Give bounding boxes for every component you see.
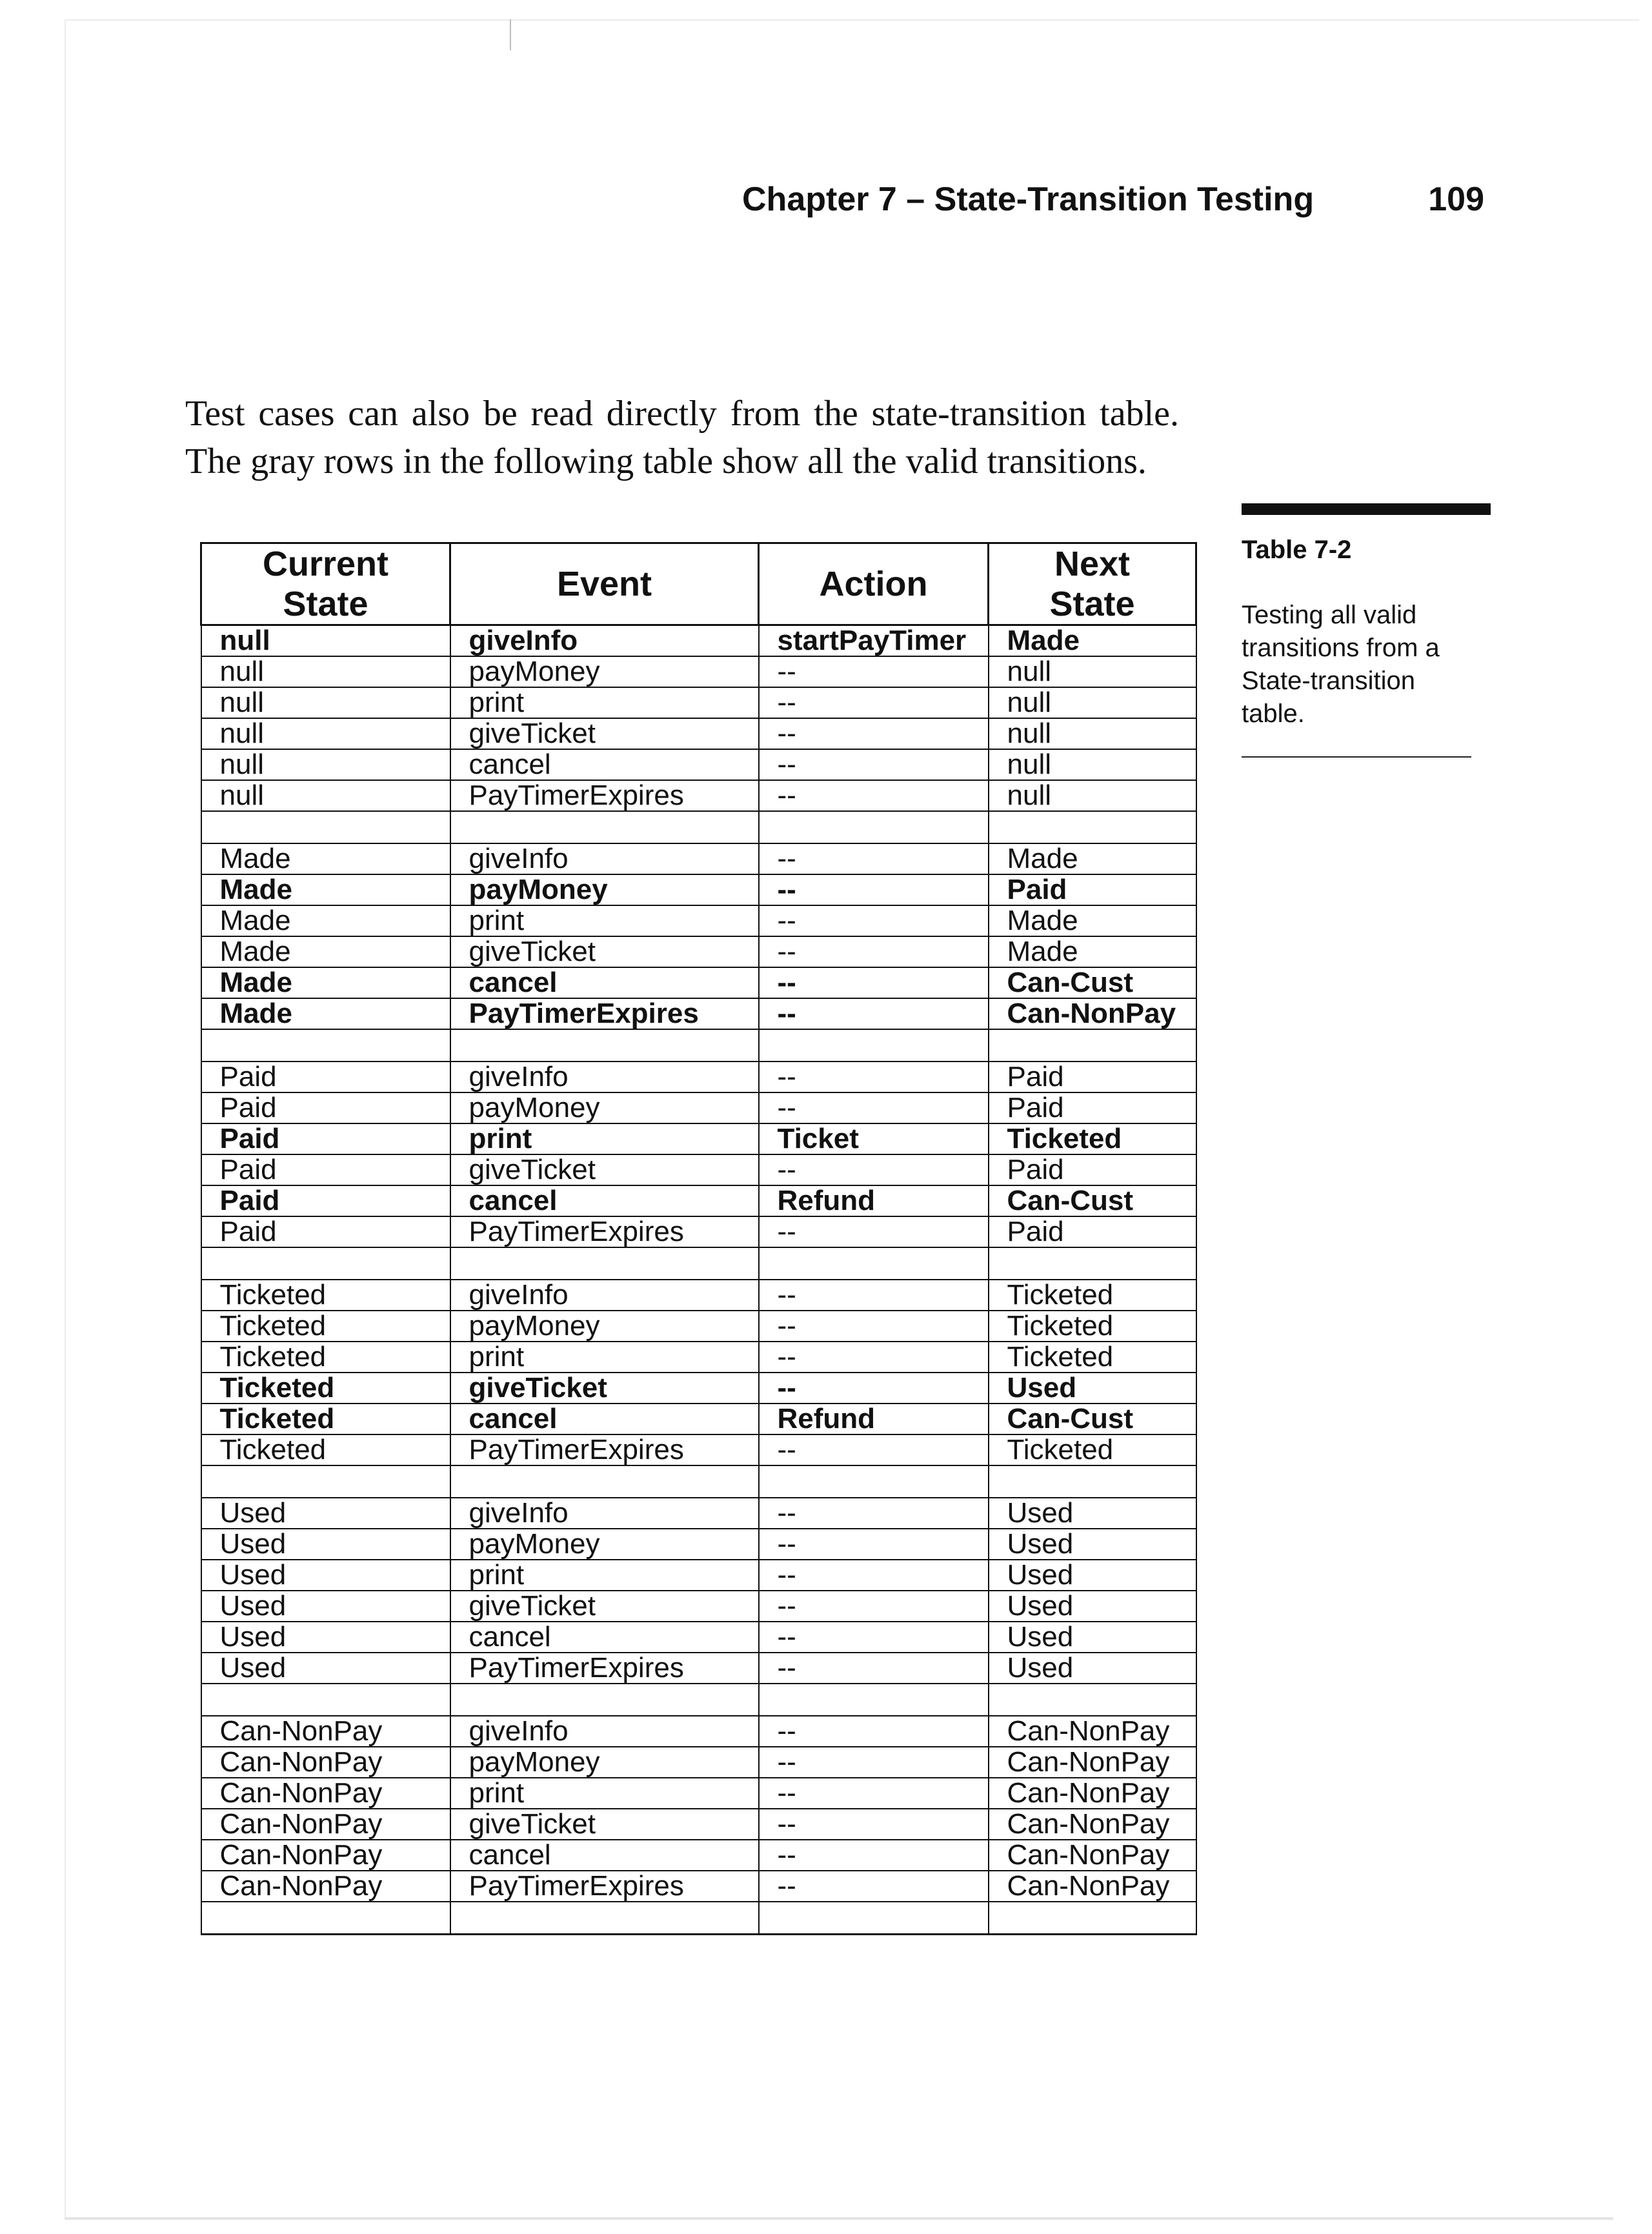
cell-action: --: [759, 967, 989, 998]
empty-cell: [989, 1902, 1196, 1935]
cell-next-state: Ticketed: [989, 1311, 1196, 1342]
table-row: [201, 1591, 1196, 1622]
empty-cell: [450, 1465, 759, 1498]
table-row: [201, 843, 1196, 874]
cell-action: --: [759, 1871, 989, 1902]
table-label: Table 7-2: [1242, 536, 1352, 564]
cell-current-state: Paid: [201, 1123, 450, 1154]
cell-current-state: Made: [201, 905, 450, 936]
table-row: [201, 1871, 1196, 1902]
cell-action: --: [759, 780, 989, 811]
cell-next-state: Made: [989, 843, 1196, 874]
cell-event: giveInfo: [450, 1062, 759, 1092]
cell-event: payMoney: [450, 1311, 759, 1342]
cell-current-state: Can-NonPay: [201, 1747, 450, 1778]
cell-current-state: Used: [201, 1653, 450, 1684]
cell-event: PayTimerExpires: [450, 1871, 759, 1902]
cell-current-state: Made: [201, 936, 450, 967]
cell-next-state: Ticketed: [989, 1280, 1196, 1311]
cell-action: --: [759, 1154, 989, 1185]
cell-action: --: [759, 1498, 989, 1529]
cell-event: print: [450, 905, 759, 936]
cell-next-state: Can-NonPay: [989, 1840, 1196, 1871]
cell-event: giveInfo: [450, 1716, 759, 1747]
cell-current-state: null: [201, 718, 450, 749]
cell-event: cancel: [450, 749, 759, 780]
cell-event: giveTicket: [450, 936, 759, 967]
cell-action: --: [759, 1778, 989, 1809]
cell-next-state: null: [989, 656, 1196, 687]
table-row: [201, 1434, 1196, 1465]
cell-current-state: Used: [201, 1560, 450, 1591]
cell-action: Ticket: [759, 1123, 989, 1154]
page-number: 109: [1428, 181, 1484, 218]
cell-next-state: Ticketed: [989, 1123, 1196, 1154]
cell-action: --: [759, 1092, 989, 1123]
cell-action: --: [759, 1062, 989, 1092]
table-separator-row: [201, 1029, 1196, 1062]
cell-action: --: [759, 1216, 989, 1247]
empty-cell: [201, 811, 450, 843]
table-row: [201, 749, 1196, 780]
table-row: [201, 687, 1196, 718]
cell-current-state: Made: [201, 967, 450, 998]
cell-event: PayTimerExpires: [450, 1434, 759, 1465]
table-row: [201, 1311, 1196, 1342]
cell-event: cancel: [450, 967, 759, 998]
cell-next-state: Can-NonPay: [989, 998, 1196, 1029]
table-row: [201, 1622, 1196, 1653]
cell-next-state: null: [989, 749, 1196, 780]
cell-next-state: Used: [989, 1622, 1196, 1653]
cell-event: giveInfo: [450, 843, 759, 874]
cell-event: giveTicket: [450, 718, 759, 749]
cell-event: giveInfo: [450, 1498, 759, 1529]
cell-current-state: Ticketed: [201, 1434, 450, 1465]
empty-cell: [201, 1029, 450, 1062]
cell-current-state: Used: [201, 1529, 450, 1560]
cell-event: giveInfo: [450, 625, 759, 657]
cell-next-state: Can-NonPay: [989, 1716, 1196, 1747]
cell-next-state: Can-Cust: [989, 967, 1196, 998]
table-row: [201, 1154, 1196, 1185]
empty-cell: [450, 811, 759, 843]
cell-next-state: null: [989, 780, 1196, 811]
cell-event: giveTicket: [450, 1591, 759, 1622]
table-separator-row: [201, 1247, 1196, 1280]
table-row: [201, 1809, 1196, 1840]
empty-cell: [201, 1684, 450, 1716]
page-bottom-edge: [65, 2217, 1613, 2220]
cell-next-state: null: [989, 687, 1196, 718]
table-row: [201, 1778, 1196, 1809]
cell-current-state: Used: [201, 1498, 450, 1529]
cell-next-state: Made: [989, 905, 1196, 936]
caption-rule: [1242, 756, 1471, 758]
empty-cell: [989, 1247, 1196, 1280]
cell-event: payMoney: [450, 1747, 759, 1778]
empty-cell: [450, 1684, 759, 1716]
table-row: [201, 1123, 1196, 1154]
cell-current-state: Can-NonPay: [201, 1871, 450, 1902]
empty-cell: [989, 811, 1196, 843]
cell-next-state: Paid: [989, 1062, 1196, 1092]
cell-event: giveTicket: [450, 1154, 759, 1185]
cell-current-state: Paid: [201, 1216, 450, 1247]
cell-current-state: Paid: [201, 1185, 450, 1216]
cell-event: payMoney: [450, 1092, 759, 1123]
cell-next-state: Paid: [989, 874, 1196, 905]
cell-action: --: [759, 1747, 989, 1778]
table-separator-row: [201, 1465, 1196, 1498]
cell-current-state: Ticketed: [201, 1373, 450, 1404]
state-transition-table: [200, 542, 1197, 1935]
table-row: [201, 780, 1196, 811]
empty-cell: [759, 1902, 989, 1935]
cell-event: PayTimerExpires: [450, 998, 759, 1029]
cell-action: --: [759, 1311, 989, 1342]
cell-next-state: Can-Cust: [989, 1404, 1196, 1434]
cell-event: payMoney: [450, 1529, 759, 1560]
cell-current-state: Used: [201, 1622, 450, 1653]
empty-cell: [759, 1465, 989, 1498]
cell-action: --: [759, 1280, 989, 1311]
empty-cell: [201, 1247, 450, 1280]
chapter-title: Chapter 7 – State-Transition Testing: [742, 181, 1315, 218]
cell-next-state: Can-NonPay: [989, 1871, 1196, 1902]
cell-event: giveTicket: [450, 1809, 759, 1840]
table-row: [201, 998, 1196, 1029]
cell-action: --: [759, 1434, 989, 1465]
table-row: [201, 1747, 1196, 1778]
cell-action: --: [759, 1342, 989, 1373]
table-row: [201, 1716, 1196, 1747]
table-separator-row: [201, 811, 1196, 843]
cell-event: cancel: [450, 1185, 759, 1216]
cell-action: --: [759, 1622, 989, 1653]
cell-event: print: [450, 1560, 759, 1591]
cell-next-state: Paid: [989, 1216, 1196, 1247]
cell-action: --: [759, 1716, 989, 1747]
cell-event: print: [450, 1123, 759, 1154]
table-header-row: [201, 543, 1196, 625]
cell-current-state: Can-NonPay: [201, 1778, 450, 1809]
cell-action: --: [759, 656, 989, 687]
column-header-current-state: Current State: [201, 543, 450, 625]
empty-cell: [759, 1029, 989, 1062]
cell-current-state: null: [201, 656, 450, 687]
empty-cell: [450, 1902, 759, 1935]
cell-event: giveTicket: [450, 1373, 759, 1404]
table-row: [201, 1342, 1196, 1373]
cell-current-state: Made: [201, 998, 450, 1029]
cell-event: cancel: [450, 1840, 759, 1871]
table-separator-row: [201, 1902, 1196, 1935]
cell-event: payMoney: [450, 874, 759, 905]
table-row: [201, 1529, 1196, 1560]
cell-next-state: Used: [989, 1373, 1196, 1404]
cell-event: print: [450, 1342, 759, 1373]
cell-next-state: Paid: [989, 1092, 1196, 1123]
cell-next-state: Ticketed: [989, 1434, 1196, 1465]
table-row: [201, 1185, 1196, 1216]
cell-action: --: [759, 1809, 989, 1840]
table-separator-row: [201, 1684, 1196, 1716]
cell-event: print: [450, 1778, 759, 1809]
table-caption: Testing all valid transitions from a State-transition table.: [1242, 601, 1440, 728]
cell-next-state: Can-NonPay: [989, 1747, 1196, 1778]
cell-next-state: Used: [989, 1591, 1196, 1622]
table-row: [201, 1498, 1196, 1529]
cell-current-state: Can-NonPay: [201, 1809, 450, 1840]
column-header-event: Event: [450, 543, 759, 625]
cell-action: --: [759, 1529, 989, 1560]
intro-paragraph: Test cases can also be read directly from the state-transition table. The gray rows in the following table show all the valid transitions.: [185, 394, 1179, 481]
empty-cell: [201, 1465, 450, 1498]
cell-action: --: [759, 843, 989, 874]
cell-action: --: [759, 1653, 989, 1684]
cell-event: PayTimerExpires: [450, 1216, 759, 1247]
cell-next-state: null: [989, 718, 1196, 749]
cell-current-state: Paid: [201, 1154, 450, 1185]
sidebar-marker-bar: [1242, 503, 1491, 515]
cell-event: cancel: [450, 1404, 759, 1434]
cell-action: --: [759, 687, 989, 718]
table-body: [201, 625, 1196, 1935]
cell-event: PayTimerExpires: [450, 1653, 759, 1684]
cell-action: Refund: [759, 1404, 989, 1434]
table-row: [201, 905, 1196, 936]
cell-next-state: Made: [989, 936, 1196, 967]
cell-action: startPayTimer: [759, 625, 989, 657]
empty-cell: [759, 811, 989, 843]
empty-cell: [989, 1465, 1196, 1498]
cell-current-state: Paid: [201, 1062, 450, 1092]
cell-current-state: Ticketed: [201, 1404, 450, 1434]
running-header: [742, 177, 1484, 222]
cell-next-state: Can-NonPay: [989, 1809, 1196, 1840]
cell-event: giveInfo: [450, 1280, 759, 1311]
table-row: [201, 874, 1196, 905]
cell-current-state: null: [201, 687, 450, 718]
cell-next-state: Can-NonPay: [989, 1778, 1196, 1809]
table-row: [201, 1216, 1196, 1247]
cell-event: PayTimerExpires: [450, 780, 759, 811]
cell-current-state: null: [201, 625, 450, 657]
cell-current-state: null: [201, 749, 450, 780]
table-row: [201, 1280, 1196, 1311]
cell-next-state: Paid: [989, 1154, 1196, 1185]
cell-current-state: Ticketed: [201, 1280, 450, 1311]
table-row: [201, 1404, 1196, 1434]
cell-current-state: Ticketed: [201, 1342, 450, 1373]
empty-cell: [759, 1684, 989, 1716]
empty-cell: [989, 1684, 1196, 1716]
cell-action: --: [759, 936, 989, 967]
cell-next-state: Used: [989, 1498, 1196, 1529]
table-row: [201, 656, 1196, 687]
cell-current-state: Made: [201, 874, 450, 905]
table-row: [201, 1653, 1196, 1684]
table-row: [201, 1373, 1196, 1404]
column-header-action: Action: [759, 543, 989, 625]
empty-cell: [450, 1029, 759, 1062]
cell-action: --: [759, 874, 989, 905]
cell-action: --: [759, 749, 989, 780]
table-row: [201, 1840, 1196, 1871]
table-row: [201, 1092, 1196, 1123]
cell-current-state: Paid: [201, 1092, 450, 1123]
cell-action: --: [759, 1560, 989, 1591]
crop-mark: [510, 19, 511, 50]
table-row: [201, 1062, 1196, 1092]
empty-cell: [989, 1029, 1196, 1062]
cell-action: --: [759, 1840, 989, 1871]
column-header-next-state: Next State: [989, 543, 1196, 625]
cell-next-state: Used: [989, 1560, 1196, 1591]
table-row: [201, 625, 1196, 657]
table-row: [201, 967, 1196, 998]
table-row: [201, 936, 1196, 967]
cell-action: Refund: [759, 1185, 989, 1216]
cell-current-state: null: [201, 780, 450, 811]
cell-event: payMoney: [450, 656, 759, 687]
cell-next-state: Ticketed: [989, 1342, 1196, 1373]
cell-next-state: Used: [989, 1653, 1196, 1684]
cell-action: --: [759, 718, 989, 749]
empty-cell: [450, 1247, 759, 1280]
cell-current-state: Can-NonPay: [201, 1716, 450, 1747]
table-row: [201, 1560, 1196, 1591]
empty-cell: [201, 1902, 450, 1935]
cell-event: print: [450, 687, 759, 718]
cell-action: --: [759, 905, 989, 936]
empty-cell: [759, 1247, 989, 1280]
cell-next-state: Made: [989, 625, 1196, 657]
cell-current-state: Used: [201, 1591, 450, 1622]
cell-current-state: Ticketed: [201, 1311, 450, 1342]
cell-current-state: Made: [201, 843, 450, 874]
cell-action: --: [759, 1373, 989, 1404]
cell-action: --: [759, 998, 989, 1029]
table-row: [201, 718, 1196, 749]
cell-action: --: [759, 1591, 989, 1622]
cell-next-state: Used: [989, 1529, 1196, 1560]
cell-next-state: Can-Cust: [989, 1185, 1196, 1216]
cell-event: cancel: [450, 1622, 759, 1653]
cell-current-state: Can-NonPay: [201, 1840, 450, 1871]
